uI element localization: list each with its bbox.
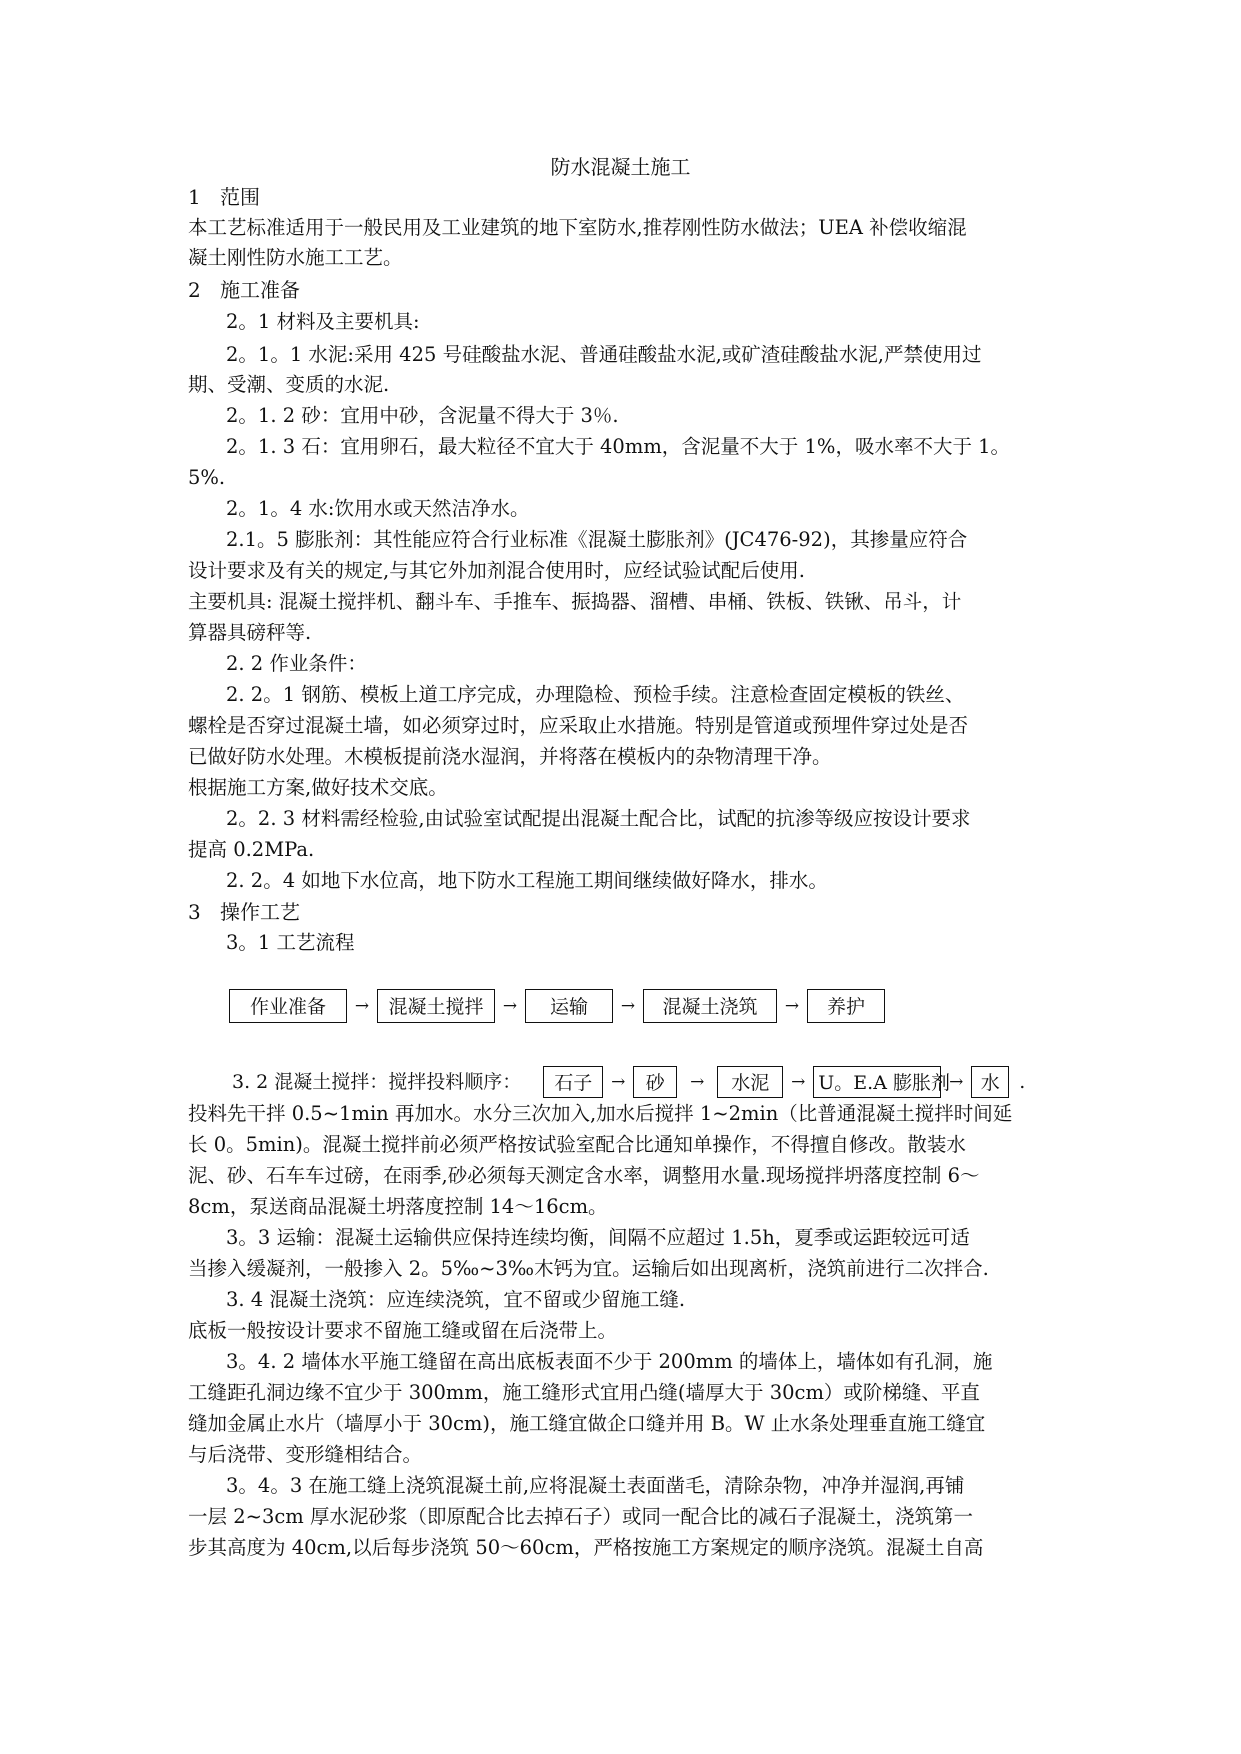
flow-step-box: 砂 <box>633 1066 677 1098</box>
paragraph-line: 2。2. 3 材料需经检验,由试验室试配提出混凝土配合比，试配的抗渗等级应按设计要求 <box>226 807 971 830</box>
paragraph-line: 5%. <box>188 466 226 489</box>
mixing-order-line <box>232 1066 1025 1098</box>
paragraph-line: 泥、砂、石车车过磅，在雨季,砂必须每天测定含水率，调整用水量.现场搅拌坍落度控制 6～ <box>188 1164 980 1187</box>
section-number: 1 <box>188 185 201 209</box>
section-label: 操作工艺 <box>220 900 300 924</box>
paragraph-line: 工缝距孔洞边缘不宜少于 300mm，施工缝形式宜用凸缝(墙厚大于 30cm）或阶梯缝、平直 <box>188 1381 980 1404</box>
flow-step-box: 作业准备 <box>229 989 347 1023</box>
flow-end-mark: . <box>1019 1071 1026 1093</box>
paragraph-line: 本工艺标准适用于一般民用及工业建筑的地下室防水,推荐刚性防水做法；UEA 补偿收缩混 <box>188 216 967 239</box>
section-label: 范围 <box>220 185 260 209</box>
flow-arrow: → <box>620 996 636 1016</box>
paragraph-line: 已做好防水处理。木模板提前浇水湿润，并将落在模板内的杂物清理干净。 <box>188 745 832 768</box>
paragraph-line: 算器具磅秤等. <box>188 621 312 644</box>
paragraph-line: 2。1。4 水:饮用水或天然洁净水。 <box>226 497 530 520</box>
section-1-heading <box>188 182 1058 212</box>
paragraph-line: 3。4. 2 墙体水平施工缝留在高出底板表面不少于 200mm 的墙体上，墙体如有孔洞，施 <box>226 1350 993 1373</box>
flow-step-box: 混凝土浇筑 <box>643 989 777 1023</box>
paragraph-line: 3。1 工艺流程 <box>226 931 355 954</box>
paragraph-line: 步其高度为 40cm,以后每步浇筑 50～60cm，严格按施工方案规定的顺序浇筑。混凝土自高 <box>188 1536 984 1559</box>
section-number: 3 <box>188 900 201 924</box>
document-title: 防水混凝土施工 <box>550 155 691 179</box>
paragraph-line: 2。1。1 水泥:采用 425 号硅酸盐水泥、普通硅酸盐水泥,或矿渣硅酸盐水泥,严禁使用过 <box>226 343 982 366</box>
paragraph-line: 2。1 材料及主要机具: <box>226 310 420 333</box>
paragraph-line: 主要机具: 混凝土搅拌机、翻斗车、手推车、振捣器、溜槽、串桶、铁板、铁锹、吊斗，计 <box>188 590 962 613</box>
flow-step-box: 水泥 <box>717 1066 783 1098</box>
paragraph-line: 螺栓是否穿过混凝土墙，如必须穿过时，应采取止水措施。特别是管道或预埋件穿过处是否 <box>188 714 969 737</box>
paragraph-line: 长 0。5min)。混凝土搅拌前必须严格按试验室配合比通知单操作，不得擅自修改。散装水 <box>188 1133 966 1156</box>
paragraph-line: 当掺入缓凝剂，一般掺入 2。5‰~3‰木钙为宜。运输后如出现离析，浇筑前进行二次拌合. <box>188 1257 989 1280</box>
paragraph-line: 提高 0.2MPa. <box>188 838 315 861</box>
paragraph-line: 期、受潮、变质的水泥. <box>188 373 390 396</box>
flow-step-box: 水 <box>971 1066 1009 1098</box>
paragraph-line: 缝加金属止水片（墙厚小于 30cm)，施工缝宜做企口缝并用 B。W 止水条处理垂直施工缝宜 <box>188 1412 986 1435</box>
paragraph-line: 与后浇带、变形缝相结合。 <box>188 1443 423 1466</box>
paragraph-line: 底板一般按设计要求不留施工缝或留在后浇带上。 <box>188 1319 618 1342</box>
paragraph-line: 根据施工方案,做好技术交底。 <box>188 776 448 799</box>
flow-step-box: U。E.A 膨胀剂 <box>813 1066 941 1098</box>
flow-step-box: 混凝土搅拌 <box>377 989 495 1023</box>
flow-arrow: → <box>949 1072 964 1092</box>
paragraph-line: 2。1. 3 石：宜用卵石，最大粒径不宜大于 40mm，含泥量不大于 1%，吸水率不大于 1。 <box>226 435 1011 458</box>
section-3-heading <box>188 897 1058 927</box>
section-2-heading <box>188 275 1058 305</box>
paragraph-line: 2.1。5 膨胀剂：其性能应符合行业标准《混凝土膨胀剂》(JC476-92)，其掺量应符合 <box>226 528 968 551</box>
flow-arrow: → <box>611 1072 626 1092</box>
flow-arrow: → <box>784 996 800 1016</box>
paragraph-line: 3。3 运输：混凝土运输供应保持连续均衡，间隔不应超过 1.5h，夏季或运距较远可适 <box>226 1226 970 1249</box>
paragraph-line: 8cm，泵送商品混凝土坍落度控制 14～16cm。 <box>188 1195 608 1218</box>
paragraph-line: 2. 2 作业条件： <box>226 652 367 675</box>
paragraph-line: 凝土刚性防水施工工艺。 <box>188 246 403 269</box>
section-label: 施工准备 <box>220 278 300 302</box>
flow-arrow: → <box>502 996 518 1016</box>
paragraph-line: 一层 2~3cm 厚水泥砂浆（即原配合比去掉石子）或同一配合比的减石子混凝土，浇筑第一 <box>188 1505 973 1528</box>
paragraph-line: 2. 2。4 如地下水位高，地下防水工程施工期间继续做好降水，排水。 <box>226 869 828 892</box>
flow-arrow: → <box>690 1072 705 1092</box>
paragraph-line: 3。4。3 在施工缝上浇筑混凝土前,应将混凝土表面凿毛，清除杂物，冲净并湿润,再铺 <box>226 1474 965 1497</box>
paragraph-line: 2. 2。1 钢筋、模板上道工序完成，办理隐检、预检手续。注意检查固定模板的铁丝、 <box>226 683 965 706</box>
flow-step-box: 石子 <box>543 1066 603 1098</box>
flow-step-box: 运输 <box>525 989 613 1023</box>
flow-step-box: 养护 <box>807 989 885 1023</box>
paragraph-line: 投料先干拌 0.5~1min 再加水。水分三次加入,加水后搅拌 1~2min（比普通混凝土搅拌时间延 <box>188 1102 1013 1125</box>
process-flow-diagram <box>229 989 885 1023</box>
paragraph-line: 设计要求及有关的规定,与其它外加剂混合使用时，应经试验试配后使用. <box>188 559 805 582</box>
flow-arrow: → <box>354 996 370 1016</box>
paragraph-line: 3. 4 混凝土浇筑：应连续浇筑，宜不留或少留施工缝. <box>226 1288 686 1311</box>
paragraph-line: 2。1. 2 砂：宜用中砂，含泥量不得大于 3％. <box>226 404 619 427</box>
section-number: 2 <box>188 278 201 302</box>
mixing-order-label: 3. 2 混凝土搅拌：搅拌投料顺序： <box>232 1071 522 1093</box>
flow-arrow: → <box>791 1072 806 1092</box>
